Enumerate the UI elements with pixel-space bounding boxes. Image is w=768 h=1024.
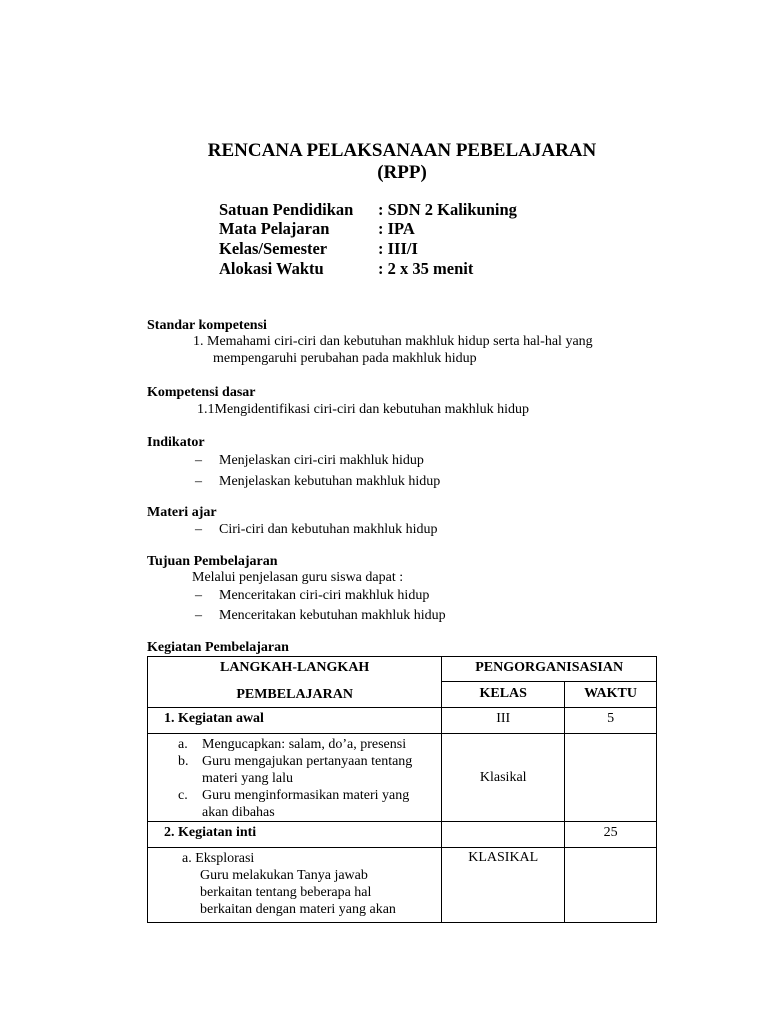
empty-cell <box>565 848 657 923</box>
tujuan-item: Menceritakan ciri-ciri makhluk hidup <box>219 588 430 603</box>
empty-cell <box>442 822 565 848</box>
eksplorasi-line: Guru melakukan Tanya jawab <box>200 868 368 883</box>
kegiatan-awal-steps <box>148 734 442 822</box>
kegiatan-inti-label: 2. Kegiatan inti <box>148 822 442 848</box>
dash-bullet: – <box>195 453 202 468</box>
heading-kompetensi-dasar: Kompetensi dasar <box>147 385 256 400</box>
list-marker: b. <box>178 754 189 769</box>
header-langkah <box>148 657 442 708</box>
dash-bullet: – <box>195 608 202 623</box>
header-langkah-line2: PEMBELAJARAN <box>236 687 353 702</box>
kompetensi-item: 1.1Mengidentifikasi ciri-ciri dan kebutuhan makhluk hidup <box>197 402 530 417</box>
indikator-item: Menjelaskan ciri-ciri makhluk hidup <box>219 453 424 468</box>
list-item-text: Guru mengajukan pertanyaan tentang <box>202 754 413 769</box>
list-marker: c. <box>178 788 188 803</box>
doc-subtitle: (RPP) <box>377 162 427 183</box>
list-item-text-cont: akan dibahas <box>202 805 275 820</box>
tujuan-intro: Melalui penjelasan guru siswa dapat : <box>192 570 404 585</box>
dash-bullet: – <box>195 522 202 537</box>
empty-cell <box>565 734 657 822</box>
list-item-text: Guru menginformasikan materi yang <box>202 788 410 803</box>
header-pengorganisasian: PENGORGANISASIAN <box>442 657 657 682</box>
table-row <box>148 708 657 734</box>
table-row <box>148 734 657 822</box>
doc-title: RENCANA PELAKSANAAN PEBELAJARAN <box>207 140 597 161</box>
kegiatan-awal-kelas: III <box>442 708 565 734</box>
meta-value-kelas: : III/I <box>378 239 418 258</box>
heading-tujuan-pembelajaran: Tujuan Pembelajaran <box>147 554 278 569</box>
eksplorasi-cell <box>148 848 442 923</box>
list-item <box>148 736 441 753</box>
dash-bullet: – <box>195 588 202 603</box>
standar-item-line2: mempengaruhi perubahan pada makhluk hidup <box>213 351 477 366</box>
kegiatan-awal-organisasi: Klasikal <box>442 734 565 822</box>
heading-kegiatan-pembelajaran: Kegiatan Pembelajaran <box>147 640 289 655</box>
kegiatan-awal-waktu: 5 <box>565 708 657 734</box>
kegiatan-inti-waktu: 25 <box>565 822 657 848</box>
header-langkah-line1: LANGKAH-LANGKAH <box>219 660 370 675</box>
meta-key-mapel: Mata Pelajaran <box>219 219 330 238</box>
kegiatan-awal-label: 1. Kegiatan awal <box>148 708 442 734</box>
meta-value-alokasi: : 2 x 35 menit <box>378 259 474 278</box>
header-waktu: WAKTU <box>565 682 657 708</box>
kegiatan-table <box>147 656 657 923</box>
table-row <box>148 822 657 848</box>
table-row <box>148 848 657 923</box>
meta-value-mapel: : IPA <box>378 219 415 238</box>
meta-key-satuan: Satuan Pendidikan <box>219 200 354 219</box>
heading-indikator: Indikator <box>147 435 205 450</box>
table-header-row <box>148 657 657 682</box>
heading-materi-ajar: Materi ajar <box>147 505 217 520</box>
materi-item: Ciri-ciri dan kebutuhan makhluk hidup <box>219 522 438 537</box>
eksplorasi-heading: a. Eksplorasi <box>182 851 255 866</box>
standar-item-line1: 1. Memahami ciri-ciri dan kebutuhan makhluk hidup serta hal-hal yang <box>193 334 593 349</box>
eksplorasi-line: berkaitan dengan materi yang akan <box>200 902 396 917</box>
meta-value-satuan: : SDN 2 Kalikuning <box>378 200 517 219</box>
meta-key-alokasi: Alokasi Waktu <box>219 259 324 278</box>
list-item <box>148 787 441 821</box>
header-kelas: KELAS <box>442 682 565 708</box>
list-item <box>148 753 441 787</box>
dash-bullet: – <box>195 474 202 489</box>
heading-standar-kompetensi: Standar kompetensi <box>147 318 267 333</box>
list-item-text: Mengucapkan: salam, do’a, presensi <box>202 737 407 752</box>
eksplorasi-line: berkaitan tentang beberapa hal <box>200 885 372 900</box>
tujuan-item: Menceritakan kebutuhan makhluk hidup <box>219 608 446 623</box>
eksplorasi-organisasi: KLASIKAL <box>442 848 565 923</box>
indikator-item: Menjelaskan kebutuhan makhluk hidup <box>219 474 441 489</box>
list-marker: a. <box>178 737 188 752</box>
list-item-text-cont: materi yang lalu <box>202 771 293 786</box>
step-list <box>148 736 441 821</box>
meta-key-kelas: Kelas/Semester <box>219 239 328 258</box>
